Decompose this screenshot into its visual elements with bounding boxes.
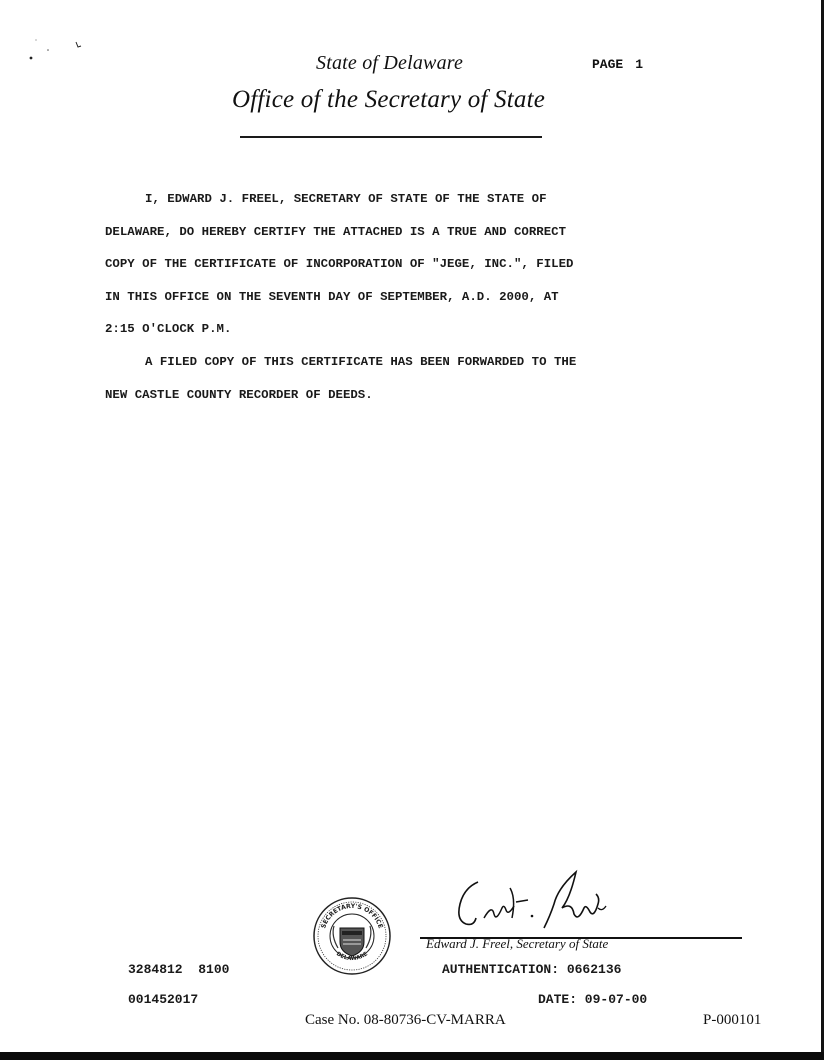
document-number: 001452017 (128, 992, 199, 1007)
page-indicator (592, 57, 643, 72)
signature-caption: Edward J. Freel, Secretary of State (426, 936, 609, 951)
scan-bottom-edge (0, 1052, 824, 1060)
file-number: 3284812 8100 (128, 962, 230, 977)
certificate-line: COPY OF THE CERTIFICATE OF INCORPORATION OF "JEGE, INC.", FILED (105, 257, 574, 272)
state-seal-icon (312, 896, 392, 976)
office-heading: Office of the Secretary of State (232, 86, 546, 113)
seal-bottom-text: DELAWARE (335, 951, 369, 963)
certificate-line: NEW CASTLE COUNTY RECORDER OF DEEDS. (105, 387, 373, 402)
certificate-line: I, EDWARD J. FREEL, SECRETARY OF STATE OF THE STATE OF (145, 192, 547, 206)
signature-graphic (452, 868, 622, 940)
certificate-line: 2:15 O'CLOCK P.M. (105, 322, 232, 337)
certificate-line: A FILED COPY OF THIS CERTIFICATE HAS BEEN FORWARDED TO THE (145, 354, 577, 369)
case-number: Case No. 08-80736-CV-MARRA (305, 1012, 506, 1028)
certificate-line: DELAWARE, DO HEREBY CERTIFY THE ATTACHED IS A TRUE AND CORRECT (105, 224, 567, 239)
bates-number: P-000101 (703, 1012, 762, 1028)
scan-specks (28, 38, 88, 68)
state-heading: State of Delaware (316, 52, 464, 74)
page-label: PAGE (592, 57, 624, 72)
certificate-date: DATE: 09-07-00 (538, 992, 648, 1007)
certificate-body (105, 183, 725, 411)
seal-top-text: SECRETARY'S OFFICE (320, 902, 384, 930)
authentication-number: AUTHENTICATION: 0662136 (442, 962, 622, 977)
page-number: 1 (635, 57, 644, 72)
header-rule (240, 136, 542, 138)
certificate-line: IN THIS OFFICE ON THE SEVENTH DAY OF SEPTEMBER, A.D. 2000, AT (105, 289, 559, 304)
